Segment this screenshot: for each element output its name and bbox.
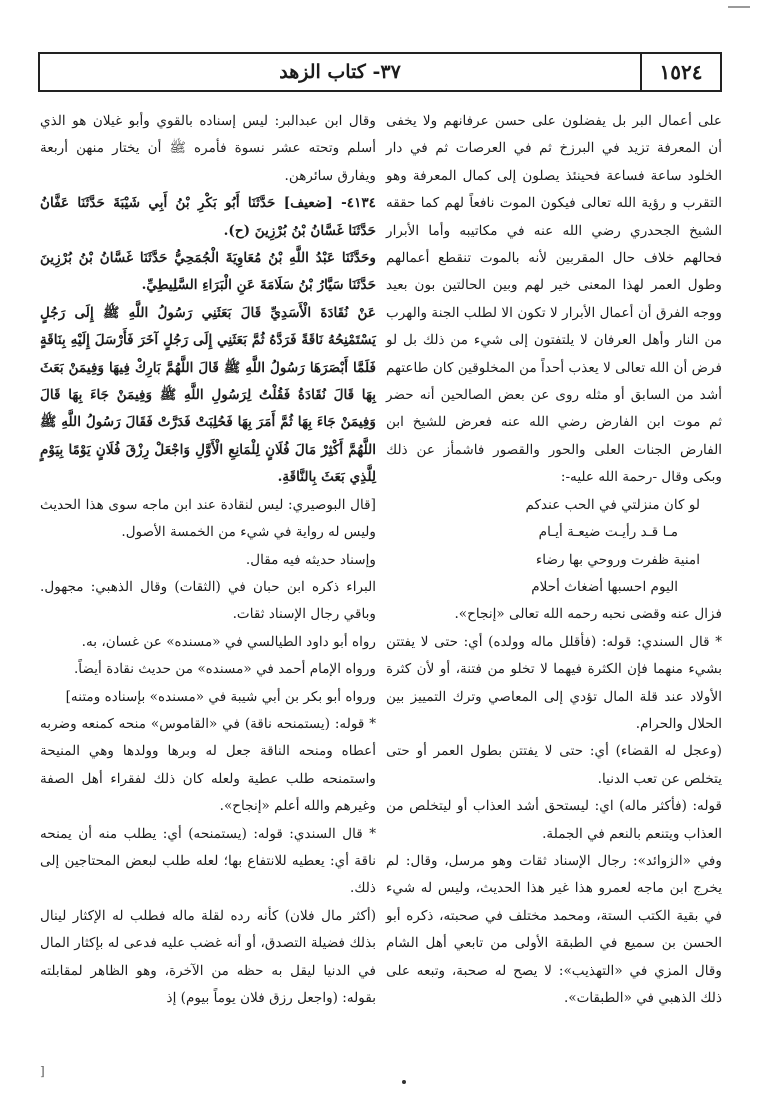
page-header: [38, 52, 722, 92]
commentary-note: رواه أبو داود الطيالسي في «مسنده» عن غسان، به.: [81, 633, 376, 650]
paragraph: فزال عنه وقضى نحبه رحمه الله تعالى «إنجاح».: [454, 606, 722, 623]
commentary-note: [قال البوصيري: ليس لنقادة عند ابن ماجه سوى هذا الحديث وليس له رواية في شيء من الخمسة الأصول.: [40, 496, 376, 541]
paragraph: وقال ابن عبدالبر: ليس إسناده بالقوي وأبو غيلان هو الذي أسلم وتحته عشر نسوة فأمره ﷺ أن يختار منهن أربعة ويفارق سائرهن.: [40, 113, 376, 184]
chapter-title: ٣٧- كتاب الزهد: [279, 61, 401, 83]
commentary-note: قوله: (فأكثر ماله) اي: ليستحق أشد العذاب أو ليتخلص من العذاب ويتنعم بالنعم في الجملة.: [386, 798, 722, 842]
hadith-text: عَنْ نُقَادَةَ الْأَسَدِيِّ قَالَ بَعَثَنِي رَسُولُ اللَّهِ ﷺ إِلَى رَجُلٍ يَسْتَمْنِحُهُ نَاقَةً فَرَدَّهُ ثُمَّ بَعَثَنِي إِلَى رَجُلٍ آخَرَ فَأَرْسَلَ إِلَيْهِ بِنَاقَةٍ فَلَمَّا أَبْصَرَهَا رَسُولُ اللَّهِ ﷺ قَالَ اللَّهُمَّ بَارِكْ فِيهَا وَفِيمَنْ بَعَثَ بِهَا قَالَ نُقَادَةُ فَقُلْتُ لِرَسُولِ اللَّهِ ﷺ وَفِيمَنْ جَاءَ بِهَا قَالَ وَفِيمَنْ جَاءَ بِهَا ثُمَّ أَمَرَ بِهَا فَحُلِبَتْ فَدَرَّتْ فَقَالَ رَسُولُ اللَّهِ ﷺ اللَّهُمَّ أَكْثِرْ مَالَ فُلَانٍ لِلْمَانِعِ الْأَوَّلِ وَاجْعَلْ رِزْقَ فُلَانٍ يَوْمًا بِيَوْمٍ لِلَّذِي بَعَثَ بِالنَّاقَةِ.: [40, 304, 376, 486]
footer-dot: [402, 1080, 406, 1084]
commentary-note: * قال السندي: قوله: (يستمنحه) أي: يطلب منه أن يمنحه ناقة أي: يعطيه للانتفاع بها؛ لعله طلب لبعض المحتاجين إلى ذلك.: [40, 825, 376, 897]
commentary-note: وإسناد حديثه فيه مقال.: [245, 551, 376, 568]
poem-verse: امنية ظفرت وروحي بها رضاء: [535, 551, 700, 568]
poem-verse: اليوم احسبها أضغاث أحلام: [531, 578, 678, 595]
page-number: ١٥٢٤: [640, 54, 720, 90]
footer-mark: [: [40, 1064, 45, 1078]
commentary-note: وفي «الزوائد»: رجال الإسناد ثقات وهو مرسل، وقال: لم يخرج ابن ماجه لعمرو هذا غير هذا الحديث، وليس له شيء في بقية الكتب الستة، ومحمد مختلف في صحبته، ذكره أبو الحسن بن سميع في الطبقة الأولى من تابعي أهل الشام وقال المزي في «التهذيب»: لا يصح له صحبة، وتبعه على ذلك الذهبي في «الطبقات».: [386, 852, 722, 1006]
hadith-chain: وحَدَّثَنَا عَبْدُ اللَّهِ بْنُ مُعَاوِيَةَ الْجُمَحِيُّ حَدَّثَنَا غَسَّانُ بْنُ بُرْزِينَ حَدَّثَنَا سَيَّارُ بْنُ سَلَامَةَ عَنِ الْبَرَاءِ السَّلِيطِيِّ.: [40, 250, 376, 294]
scan-mark: [728, 6, 750, 8]
poem-verse: مـا قـد رأيـت ضيعـة أيـام: [538, 524, 678, 541]
commentary-note: ورواه الإمام أحمد في «مسنده» من حديث نقادة أيضاً.: [73, 661, 376, 678]
right-column: [386, 108, 722, 1012]
commentary-note: * قوله: (يستمنحه ناقة) في «القاموس» منحه كمنعه وضربه أعطاه ومنحه الناقة جعل له وبرها وولدها وهي المنيحة واستمنحه طلب عطية ولعله كان ذلك لفقراء أهل الصفة وغيرهم والله أعلم «إنجاح».: [40, 715, 376, 815]
paragraph: على أعمال البر بل يفضلون على حسن عرفانهم ولا يخفى أن المعرفة تزيد في البرزخ ثم في العرصات ثم في دار الخلود ساعة فساعة فحينئذ يصلون إلى كمال المعرفة وهو التقرب و رؤية الله تعالى فيكون الموت نافعاً لهم كما حققه الشيخ الجحدري رضي الله عنه في مكاتيبه وأما الأبرار فحالهم خلاف حال المقربين لأنه بالموت تنقطع أعمالهم وطول العمر لهذا المعنى خير لهم وبين الحالتين بون بعيد ووجه الفرق أن أعمال الأبرار لا تكون الا لطلب الجنة والهرب من النار وأهل العرفان لا يلتفتون إلى شيء من ذلك بل لو فرض أن الله تعالى لا يعذب أحداً من المخلوقين كان طاعتهم أشد من السابق أو مثله روى عن بعض الصالحين أنه حضر ثم موت ابن الفارض رضي الله عنه فعرض للشيخ ابن الفارض الجنات العلى والحور والقصور فاشمأز عن ذلك وبكى وقال -رحمة الله عليه-:: [386, 113, 722, 486]
hadith-chain: ٤١٣٤- [ضعيف] حَدَّثَنَا أَبُو بَكْرِ بْنُ أَبِي شَيْبَةَ حَدَّثَنَا عَفَّانُ حَدَّثَنَا غَسَّانُ بْنُ بُرْزِينَ (ح).: [40, 195, 376, 239]
commentary-note: (أكثر مال فلان) كأنه رده لقلة ماله فطلب له الإكثار لينال بذلك فضيلة التصدق، أو أنه غضب عليه فدعى له بإكثار المال في الدنيا ليقل به حظه من الآخرة، وهو الظاهر لمقابلته بقوله: (واجعل رزق فلان يوماً بيوم) إذ: [40, 907, 376, 1006]
poem-verse: لو كان منزلتي في الحب عندكم: [525, 496, 700, 513]
commentary-note: * قال السندي: قوله: (فأقلل ماله وولده) أي: حتى لا يفتتن بشيء منهما فإن الكثرة فيهما لا تخلو من فتنة، أو لأن كثرة الأولاد عند قلة المال تؤدي إلى المعاصي وترك التمييز بين الحلال والحرام.: [386, 633, 722, 732]
commentary-note: البراء ذكره ابن حبان في (الثقات) وقال الذهبي: مجهول. وباقي رجال الإسناد ثقات.: [40, 578, 376, 623]
left-column: [40, 108, 376, 1012]
commentary-note: ورواه أبو بكر بن أبي شيبة في «مسنده» بإسناده ومتنه]: [65, 688, 376, 705]
commentary-note: (وعجل له القضاء) أي: حتى لا يفتتن بطول العمر أو حتى يتخلص عن تعب الدنيا.: [386, 743, 722, 787]
